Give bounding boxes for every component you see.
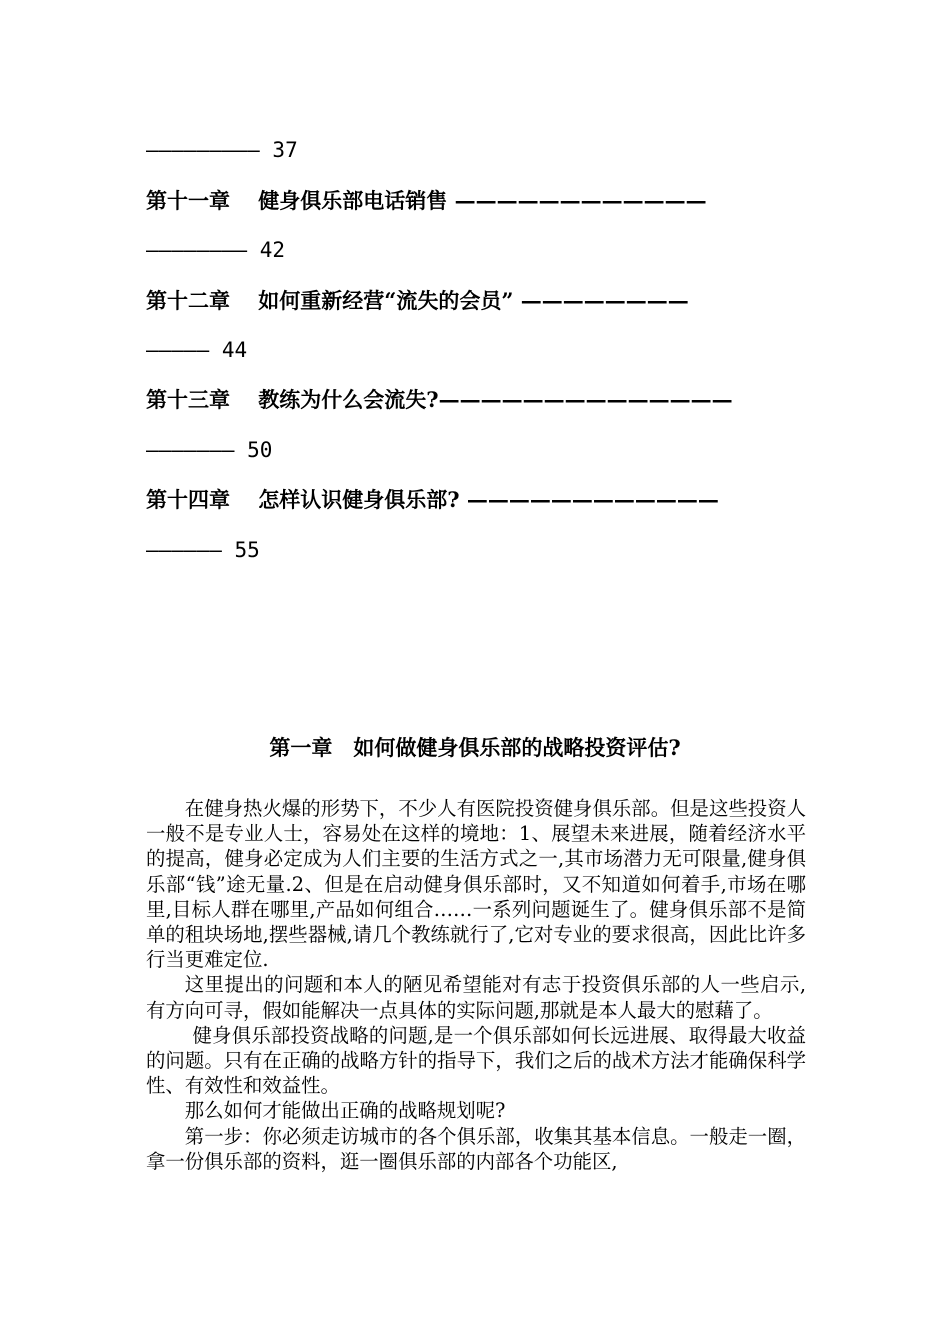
paragraph-3: 健身俱乐部投资战略的问题,是一个俱乐部如何长远进展、取得最大收益的问题。只有在正确的战略方针的指导下，我们之后的战术方法才能确保科学性、有效性和效益性。	[146, 1023, 806, 1098]
toc-entry-chapter-14-text: 第十四章 怎样认识健身俱乐部? ————————————	[146, 487, 719, 512]
toc-line-1	[146, 136, 298, 164]
paragraph-5: 第一步：你必须走访城市的各个俱乐部，收集其基本信息。一般走一圈，拿一份俱乐部的资料，逛一圈俱乐部的内部各个功能区,	[146, 1124, 806, 1173]
toc-entry-chapter-11-text: 第十一章 健身俱乐部电话销售 ————————————	[146, 188, 707, 213]
toc-entry-chapter-12-text: 第十二章 如何重新经营“流失的会员” ————————	[146, 288, 689, 313]
toc-entry-chapter-12[interactable]	[146, 287, 689, 315]
toc-entry-chapter-11-page	[146, 236, 285, 264]
toc-entry-chapter-11[interactable]	[146, 187, 707, 215]
paragraph-2: 这里提出的问题和本人的陋见希望能对有志于投资俱乐部的人一些启示,有方向可寻，假如能解决一点具体的实际问题,那就是本人最大的慰藉了。	[146, 973, 806, 1022]
toc-entry-chapter-13-text: 第十三章 教练为什么会流失?——————————————	[146, 387, 733, 412]
toc-entry-chapter-14-page	[146, 536, 260, 564]
toc-entry-chapter-12-page	[146, 336, 247, 364]
chapter-body	[146, 796, 806, 1174]
paragraph-4: 那么如何才能做出正确的战略规划呢?	[184, 1099, 506, 1123]
toc-line-1-text: ————————— 37	[146, 138, 298, 162]
paragraph-1: 在健身热火爆的形势下，不少人有医院投资健身俱乐部。但是这些投资人一般不是专业人士，容易处在这样的境地：1、展望未来进展，随着经济水平的提高，健身必定成为人们主要的生活方式之一,其市场潜力无可限量,健身俱乐部“钱”途无量.2、但是在启动健身俱乐部时，又不知道如何着手,市场在哪里,目标人群在哪里,产品如何组合……一系列问题诞生了。健身俱乐部不是简单的租块场地,摆些器械,请几个教练就行了,它对专业的要求很高，因此比许多行当更难定位.	[146, 797, 806, 972]
toc-entry-chapter-11-page-text: ———————— 42	[146, 238, 286, 262]
chapter-title: 第一章 如何做健身俱乐部的战略投资评估?	[269, 735, 681, 760]
toc-entry-chapter-14[interactable]	[146, 486, 719, 514]
toc-entry-chapter-13-page-text: ——————— 50	[146, 438, 273, 462]
toc-entry-chapter-13-page	[146, 436, 272, 464]
toc-entry-chapter-13[interactable]	[146, 386, 733, 414]
toc-entry-chapter-12-page-text: ————— 44	[146, 338, 248, 362]
toc-entry-chapter-14-page-text: —————— 55	[146, 538, 260, 562]
